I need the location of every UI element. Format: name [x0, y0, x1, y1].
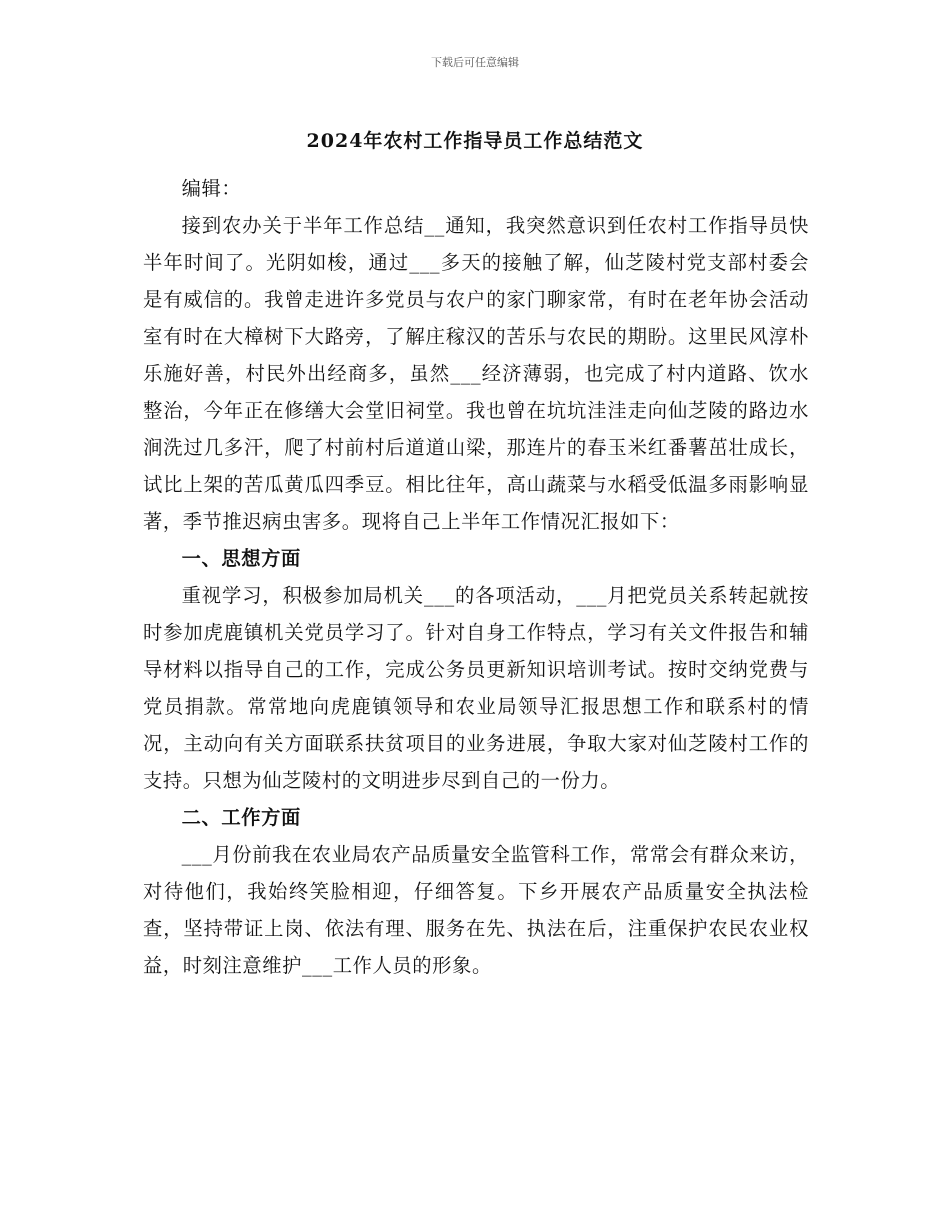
document-title: 2024年农村工作指导员工作总结范文 [306, 130, 644, 152]
section-paragraph-work: ___月份前我在农业局农产品质量安全监管科工作，常常会有群众来访，对待他们，我始终笑脸相迎，仔细答复。下乡开展农产品质量安全执法检查，坚持带证上岗、依法有理、服务在先、执法在后，注重保护农民农业权益，时刻注意维护___工作人员的形象。 [143, 843, 809, 977]
section-heading-thought: 一、思想方面 [181, 547, 301, 570]
document-body [143, 170, 809, 984]
intro-paragraph: 接到农办关于半年工作总结__通知，我突然意识到任农村工作指导员快半年时间了。光阴如梭，通过___多天的接触了解，仙芝陵村党支部村委会是有威信的。我曾走进许多党员与农户的家门聊家常，有时在老年协会活动室有时在大樟树下大路旁，了解庄稼汉的苦乐与农民的期盼。这里民风淳朴乐施好善，村民外出经商多，虽然___经济薄弱，也完成了村内道路、饮水整治，今年正在修缮大会堂旧祠堂。我也曾在坑坑洼洼走向仙芝陵的路边水涧洗过几多汗，爬了村前村后道道山梁，那连片的春玉米红番薯茁壮成长，试比上架的苦瓜黄瓜四季豆。相比往年，高山蔬菜与水稻受低温多雨影响显著，季节推迟病虫害多。现将自己上半年工作情况汇报如下： [143, 214, 809, 533]
editor-line: 编辑： [181, 177, 242, 200]
page-header-note: 下载后可任意编辑 [431, 56, 519, 69]
section-paragraph-thought: 重视学习，积极参加局机关___的各项活动，___月把党员关系转起就按时参加虎鹿镇机关党员学习了。针对自身工作特点，学习有关文件报告和辅导材料以指导自己的工作，完成公务员更新知识培训考试。按时交纳党费与党员捐款。常常地向虎鹿镇领导和农业局领导汇报思想工作和联系村的情况，主动向有关方面联系扶贫项目的业务进展，争取大家对仙芝陵村工作的支持。只想为仙芝陵村的文明进步尽到自己的一份力。 [143, 584, 809, 792]
section-heading-work: 二、工作方面 [181, 806, 301, 829]
